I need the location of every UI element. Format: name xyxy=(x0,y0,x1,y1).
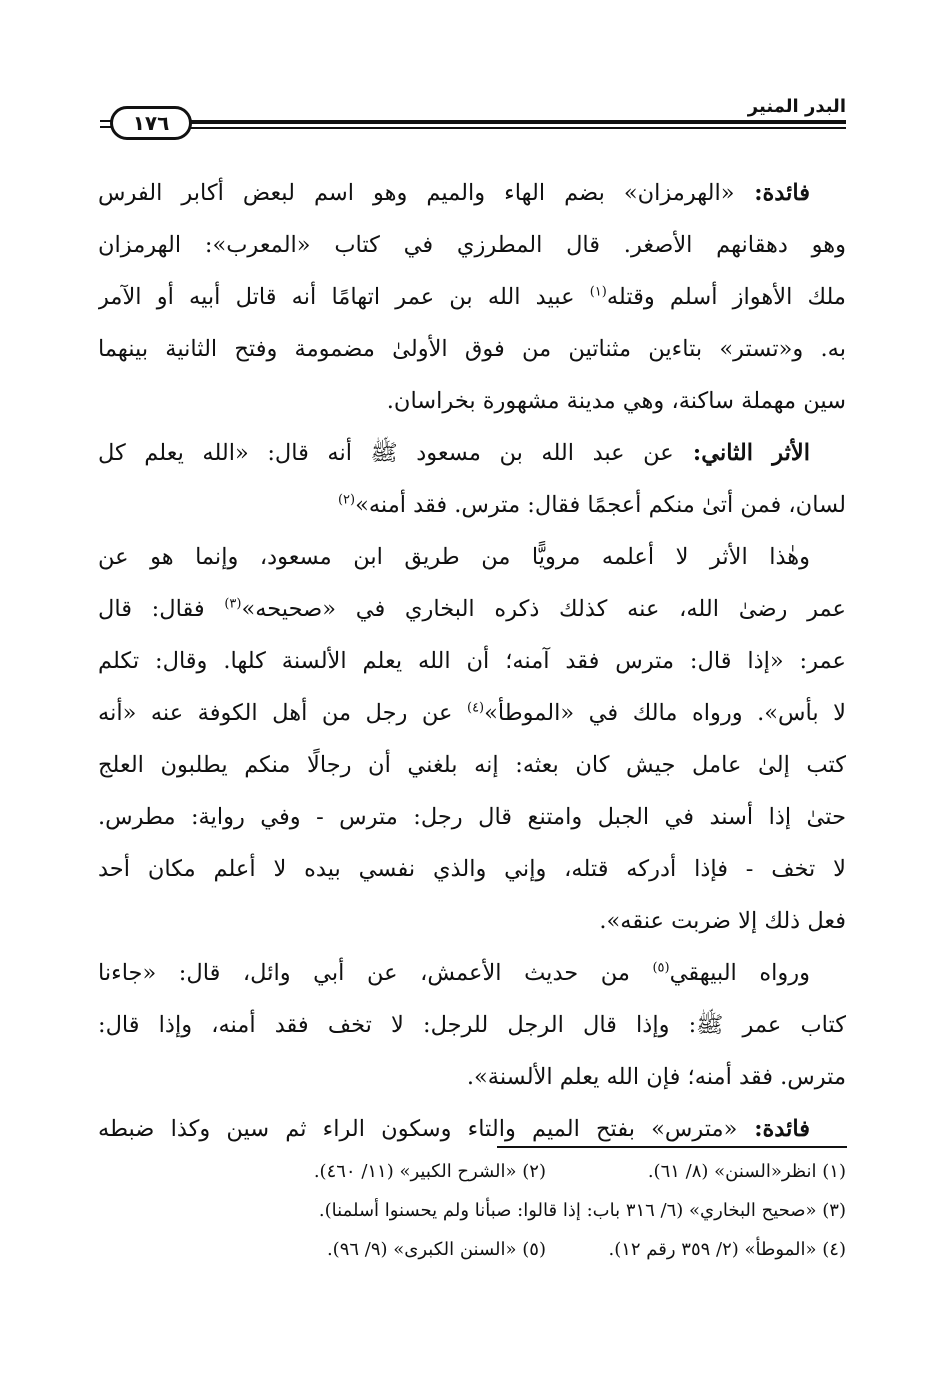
text-line: حتىٰ إذا أسند في الجبل وامتنع قال رجل: مترس - وفي رواية: مطرس. xyxy=(98,804,846,830)
header-rule-thick xyxy=(158,120,846,124)
text-line: عمر: «إذا قال: مترس فقد آمنه؛ أن الله يعلم الألسنة كلها. وقال: تكلم xyxy=(98,648,846,674)
text-line: ملك الأهواز أسلم وقتله$^{(١)}$ عبيد الله بن عمر اتهامًا أنه قاتل أبيه أو الآمر xyxy=(98,284,846,310)
text-line: عمر رضىٰ الله، عنه كذلك ذكره البخاري في «صحيحه»$^{(٣)}$ فقال: قال xyxy=(98,596,846,622)
main-text xyxy=(98,167,846,1155)
text-line: وهو دهقانهم الأصغر. قال المطرزي في كتاب «المعرب»: الهرمزان xyxy=(98,232,846,258)
footnote-3: (٣) «صحيح البخاري» (٦/ ٣١٦ باب: إذا قالوا: صبأنا ولم يحسنوا أسلمنا). xyxy=(318,1200,846,1221)
text-line: لسان، فمن أتىٰ منكم أعجمًا فقال: مترس. فقد أمنه»$^{(٢)}$ xyxy=(337,492,846,518)
header-rule-thin xyxy=(158,127,846,129)
text-line: مترس. فقد أمنه؛ فإن الله يعلم الألسنة». xyxy=(466,1064,846,1090)
text-line: لا بأس». ورواه مالك في «الموطأ»$^{(٤)}$ عن رجل من أهل الكوفة عنه «أنه xyxy=(98,700,846,726)
text-line: كتاب عمر ﷺ: وإذا قال الرجل للرجل: لا تخف فقد أمنه، وإذا قال: xyxy=(98,1012,846,1038)
footnote-marker: (١) xyxy=(589,284,607,300)
header-rule xyxy=(158,120,846,129)
text-line: وهٰذا الأثر لا أعلمه مرويًّا من طريق ابن مسعود، وإنما هو عن xyxy=(98,544,810,570)
text-line: ورواه البيهقي$^{(٥)}$ من حديث الأعمش، عن أبي وائل، قال: «جاءنا xyxy=(98,960,810,986)
footnote-row xyxy=(98,1191,846,1230)
page-number: ١٧٦ xyxy=(110,106,192,140)
footnote-marker: (٣) xyxy=(224,596,242,612)
footnote-1: (١) انظر«السنن» (٨/ ٦١). xyxy=(647,1161,846,1182)
footnotes xyxy=(98,1152,846,1269)
text-line: به. و«تستر» بتاءين مثناتين من فوق الأولىٰ مضمومة وفتح الثانية بينهما xyxy=(98,336,846,362)
running-header xyxy=(100,92,846,152)
footnote-row xyxy=(98,1152,846,1191)
footnote-separator xyxy=(497,1146,847,1148)
footnote-row xyxy=(98,1230,846,1269)
footnote-2: (٢) «الشرح الكبير» (١١/ ٤٦٠). xyxy=(313,1161,546,1182)
text-line: فائدة: «الهرمزان» بضم الهاء والميم وهو اسم لبعض أكابر الفرس xyxy=(98,180,810,206)
note-label: فائدة: xyxy=(737,1116,810,1142)
text-line: الأثر الثاني: عن عبد الله بن مسعود ﷺ أنه قال: «الله يعلم كل xyxy=(98,440,811,466)
footnote-5: (٥) «السنن الكبرى» (٩/ ٩٦). xyxy=(326,1239,546,1260)
note-label: فائدة: xyxy=(734,180,810,206)
text-line: فائدة: «مترس» بفتح الميم والتاء وسكون الراء ثم سين وكذا ضبطه xyxy=(98,1116,810,1142)
text-line: لا تخف - فإذا أدركه قتله، وإني والذي نفسي بيده لا أعلم مكان أحد xyxy=(98,856,846,882)
footnote-marker: (٤) xyxy=(466,700,485,716)
text-line: سين مهملة ساكنة، وهي مدينة مشهورة بخراسان. xyxy=(386,388,846,414)
footnote-marker: (٥) xyxy=(652,960,670,976)
text-line: كتب إلىٰ عامل جيش كان بعثه: إنه بلغني أن رجالًا منكم يطلبون العلج xyxy=(98,752,846,778)
book-title: البدر المنير xyxy=(747,96,846,117)
text-line: فعل ذلك إلا ضربت عنقه». xyxy=(599,908,846,934)
section-label: الأثر الثاني: xyxy=(673,440,811,466)
footnote-4: (٤) «الموطأ» (٢/ ٣٥٩ رقم ١٢). xyxy=(608,1239,846,1260)
footnote-marker: (٢) xyxy=(337,492,356,508)
